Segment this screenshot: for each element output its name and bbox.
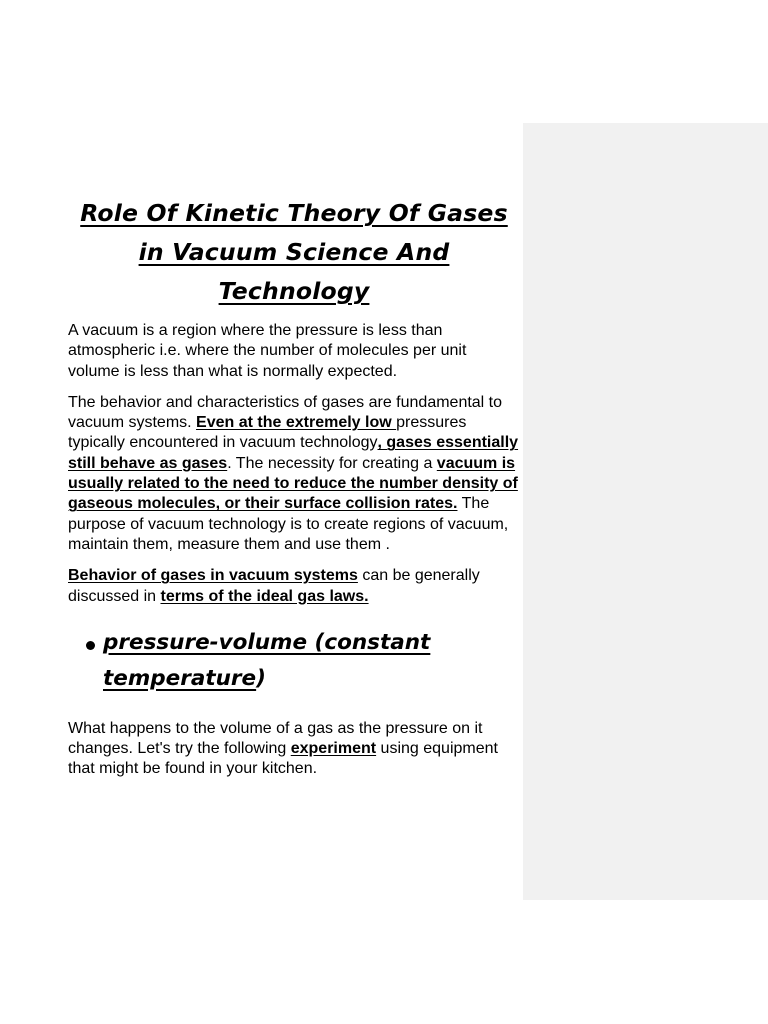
title-line-1: Role Of Kinetic Theory Of Gases — [80, 199, 508, 227]
title-line-3: Technology — [218, 277, 370, 305]
title-line-2: in Vacuum Science And — [138, 238, 450, 266]
para4-underline-1: experiment — [290, 740, 377, 758]
para3-underline-2: terms of the ideal gas laws. — [160, 587, 369, 605]
para2-underline-3: still behave as gases — [68, 454, 228, 472]
para3-underline-1: Behavior of gases in vacuum systems — [68, 567, 358, 585]
paragraph-ideal-gas-laws — [68, 566, 520, 607]
document-title — [68, 194, 520, 311]
para3-text-1: can be generally discussed in — [68, 567, 480, 605]
para2-underline-2: , gases essentially — [377, 434, 519, 452]
bullet-heading-text: pressure-volume (constant temperature — [103, 629, 431, 691]
comment-margin-pane — [523, 123, 768, 900]
paragraph-experiment — [68, 719, 520, 780]
para2-text-5: The purpose of vacuum technology is to create regions of vacuum, maintain them, measure them and use them . — [68, 495, 509, 553]
bullet-item-pressure-volume — [68, 625, 520, 697]
para4-text-1: What happens to the volume of a gas as the pressure on it changes. Let's try the following — [68, 719, 483, 758]
bullet-dot-icon — [86, 641, 95, 650]
para4-text-2: using equipment that might be found in your kitchen. — [68, 740, 498, 778]
paragraph-vacuum-definition: A vacuum is a region where the pressure is less than atmospheric i.e. where the number of molecules per unit volume is less than what is normally expected. — [68, 322, 467, 380]
bullet-heading-close: ) — [256, 665, 266, 691]
bullet-heading — [103, 625, 520, 697]
para2-text-2: pressures typically encountered in vacuum technology — [68, 414, 467, 452]
document-body — [68, 194, 520, 780]
para2-text-4: . The necessity for creating a — [227, 454, 437, 472]
para2-underline-1: Even at the extremely low — [196, 414, 397, 432]
paragraph-gas-behavior — [68, 393, 520, 555]
para2-underline-4: vacuum is usually related to the need to reduce the number density of gaseous molecules, or their surface collision rates. — [68, 454, 518, 513]
para2-text-1: The behavior and characteristics of gases are fundamental to vacuum systems. — [68, 393, 503, 432]
